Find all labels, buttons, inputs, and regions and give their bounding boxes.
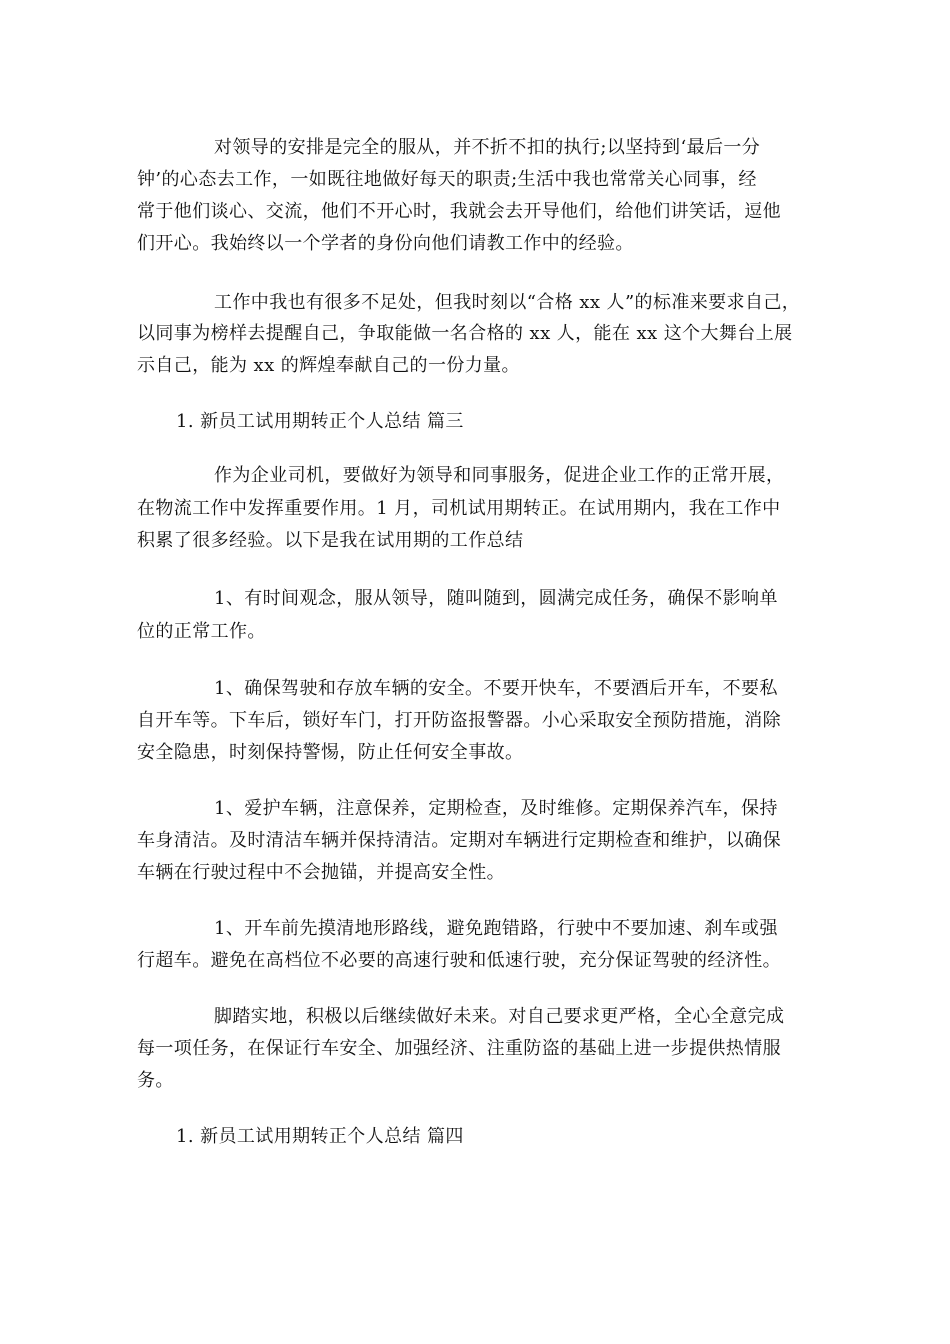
- text-line: 1、有时间观念，服从领导，随叫随到，圆满完成任务，确保不影响单: [214, 588, 778, 609]
- text-line: 车辆在行驶过程中不会抛锚，并提高安全性。: [137, 862, 505, 883]
- text-line: 务。: [137, 1070, 174, 1091]
- text-line: 作为企业司机，要做好为领导和同事服务，促进企业工作的正常开展，: [214, 465, 785, 486]
- text-line: 每一项任务，在保证行车安全、加强经济、注重防盗的基础上进一步提供热情服: [137, 1038, 781, 1059]
- section-heading: 1. 新员工试用期转正个人总结 篇三: [176, 411, 464, 432]
- text-line: 安全隐患，时刻保持警惕，防止任何安全事故。: [137, 742, 524, 763]
- text-line: 在物流工作中发挥重要作用。1 月，司机试用期转正。在试用期内，我在工作中: [137, 498, 781, 519]
- text-line: 位的正常工作。: [137, 621, 266, 642]
- text-line: 示自己，能为 xx 的辉煌奉献自己的一份力量。: [137, 355, 520, 376]
- text-line: 工作中我也有很多不足处，但我时刻以“合格 xx 人”的标准来要求自己，: [214, 292, 801, 313]
- text-line: 对领导的安排是完全的服从，并不折不扣的执行;以坚持到‘最后一分: [214, 137, 761, 158]
- text-line: 行超车。避免在高档位不必要的高速行驶和低速行驶，充分保证驾驶的经济性。: [137, 950, 781, 971]
- section-heading: 1. 新员工试用期转正个人总结 篇四: [176, 1126, 464, 1147]
- text-line: 车身清洁。及时清洁车辆并保持清洁。定期对车辆进行定期检查和维护，以确保: [137, 830, 781, 851]
- text-line: 1、爱护车辆，注意保养，定期检查，及时维修。定期保养汽车，保持: [214, 798, 778, 819]
- text-line: 1、确保驾驶和存放车辆的安全。不要开快车，不要酒后开车，不要私: [214, 678, 778, 699]
- text-line: 常于他们谈心、交流，他们不开心时，我就会去开导他们，给他们讲笑话，逗他: [137, 201, 781, 222]
- text-line: 以同事为榜样去提醒自己，争取能做一名合格的 xx 人，能在 xx 这个大舞台上展: [137, 323, 793, 344]
- text-line: 们开心。我始终以一个学者的身份向他们请教工作中的经验。: [137, 233, 634, 254]
- text-line: 积累了很多经验。以下是我在试用期的工作总结: [137, 530, 524, 551]
- text-line: 钟’的心态去工作，一如既往地做好每天的职责;生活中我也常常关心同事，经: [137, 169, 757, 190]
- text-line: 脚踏实地，积极以后继续做好未来。对自己要求更严格，全心全意完成: [214, 1006, 785, 1027]
- text-line: 自开车等。下车后，锁好车门，打开防盗报警器。小心采取安全预防措施，消除: [137, 710, 781, 731]
- text-line: 1、开车前先摸清地形路线，避免跑错路，行驶中不要加速、刹车或强: [214, 918, 778, 939]
